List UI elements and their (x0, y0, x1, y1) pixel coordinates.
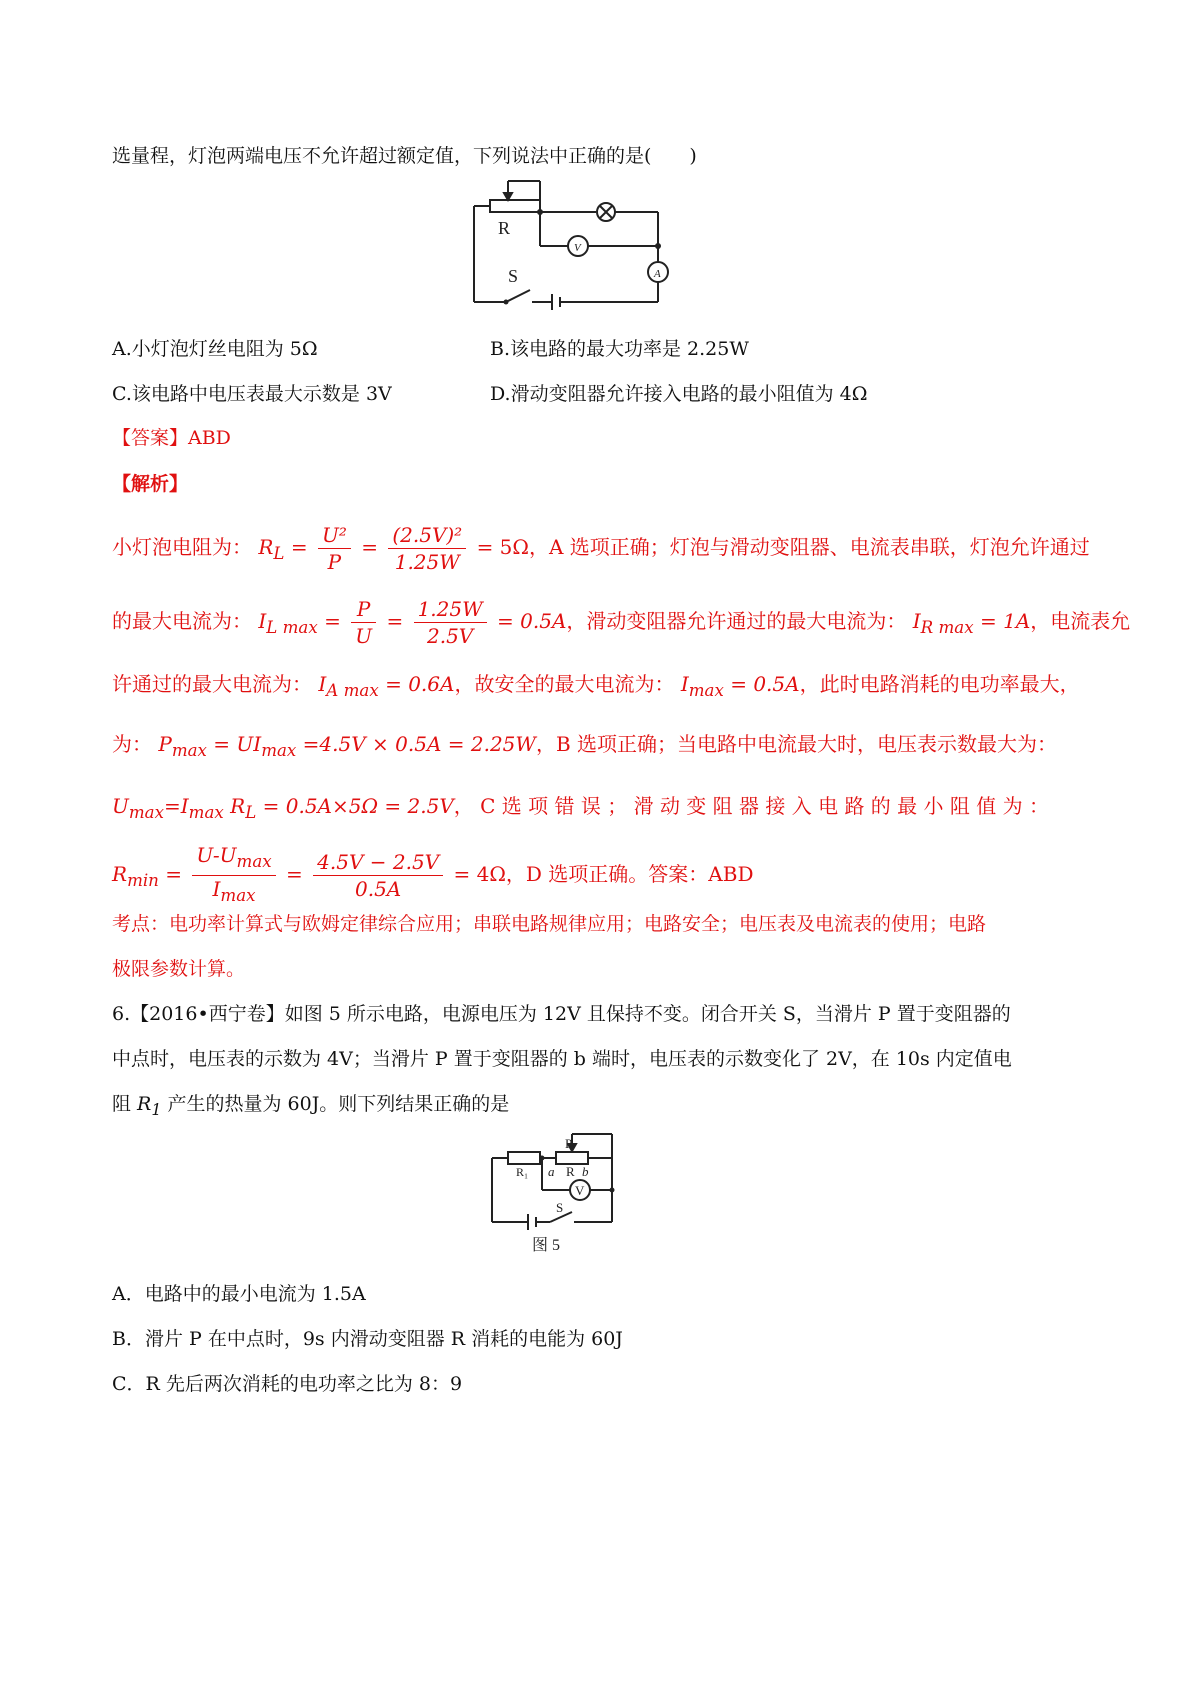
q5-option-b: B.该电路的最大功率是 2.25W (490, 338, 749, 360)
terminal-label-a: a (548, 1164, 555, 1179)
voltmeter-label: V (574, 242, 581, 254)
q6-circuit-diagram (486, 1128, 636, 1258)
switch-label-S: S (556, 1200, 564, 1215)
resistor-label-R1: R₁ (516, 1165, 529, 1179)
q6-stem-line-2: 中点时，电压表的示数为 4V；当滑片 P 置于变阻器的 b 端时，电压表的示数变化了 2V，在 10s 内定值电 (112, 1048, 1012, 1070)
ammeter-label: A (654, 268, 661, 280)
q5-option-d: D.滑动变阻器允许接入电路的最小阻值为 4Ω (490, 383, 868, 405)
q6-stem-line-1: 6.【2016•西宁卷】如图 5 所示电路，电源电压为 12V 且保持不变。闭合开关 S，当滑片 P 置于变阻器的 (112, 1003, 1011, 1025)
key-points-line-1: 考点：电功率计算式与欧姆定律综合应用；串联电路规律应用；电路安全；电压表及电流表的使用；电路 (112, 913, 987, 935)
analysis-line-4: 为： $P_{max} = UI_{max} =4.5V \times 0.5A = 2.25W$，B 选项正确；当电路中电流最大时，电压表示数最大为： (112, 732, 1058, 760)
resistor-label-R: R (498, 218, 511, 238)
q6-stem-line-3: 阻 $R_1$ 产生的热量为 60J。则下列结果正确的是 (112, 1093, 510, 1119)
slider-label-P: P (565, 1136, 573, 1151)
key-points-line-2: 极限参数计算。 (112, 958, 246, 980)
switch-label-S: S (508, 266, 519, 286)
terminal-label-b: b (582, 1164, 589, 1179)
q6-option-c: C．R 先后两次消耗的电功率之比为 8：9 (112, 1373, 463, 1395)
figure-caption: 图 5 (532, 1237, 561, 1254)
rheostat-label-R: R (566, 1164, 575, 1179)
q5-option-a: A.小灯泡灯丝电阻为 5Ω (112, 338, 318, 360)
analysis-line-5: $U_{max}=I_{max}$ $R_L = 0.5A\times 5\Omega = 2.5V$， C 选 项 错 误 ； 滑 动 变 阻 器 接 入 电 路 的 最 小 阻 值 为 ： (112, 794, 1049, 822)
analysis-line-2: 的最大电流为： $I_{L max}$ = $\frac{P}{U}$ = $\frac{1.25W}{2.5V}$ = 0.5A，滑动变阻器允许通过的最大电流为： $I_{R max} = 1A$，电流表允 (112, 597, 1131, 648)
q5-option-c: C.该电路中电压表最大示数是 3V (112, 383, 392, 405)
analysis-line-3: 许通过的最大电流为： $I_{A max} = 0.6A$，故安全的最大电流为： $I_{max} = 0.5A$，此时电路消耗的电功率最大， (112, 672, 1080, 700)
analysis-line-1: 小灯泡电阻为： $R_L$ = $\frac{\text{U²}}{P}$ = $\frac{\text{(2.5V)²}}{1.25W}$ = 5Ω，A 选项正确；灯泡与滑动变阻器、电流表串联，灯泡允许通过 (112, 523, 1090, 574)
q6-option-b: B．滑片 P 在中点时，9s 内滑动变阻器 R 消耗的电能为 60J (112, 1328, 623, 1350)
q5-analysis-title: 【解析】 (112, 473, 189, 495)
voltmeter-label: V (575, 1183, 585, 1198)
q5-answer: 【答案】ABD (112, 427, 231, 449)
q5-circuit-diagram (468, 176, 676, 312)
q5-stem: 选量程，灯泡两端电压不允许超过额定值，下列说法中正确的是( ) (112, 145, 697, 167)
q6-option-a: A．电路中的最小电流为 1.5A (112, 1283, 366, 1305)
analysis-line-6: $R_{min}$ = $\frac{U-U_{max}}{I_{max}}$ = $\frac{4.5V - 2.5V}{0.5A}$ = 4Ω，D 选项正确。答案：ABD (112, 843, 754, 905)
